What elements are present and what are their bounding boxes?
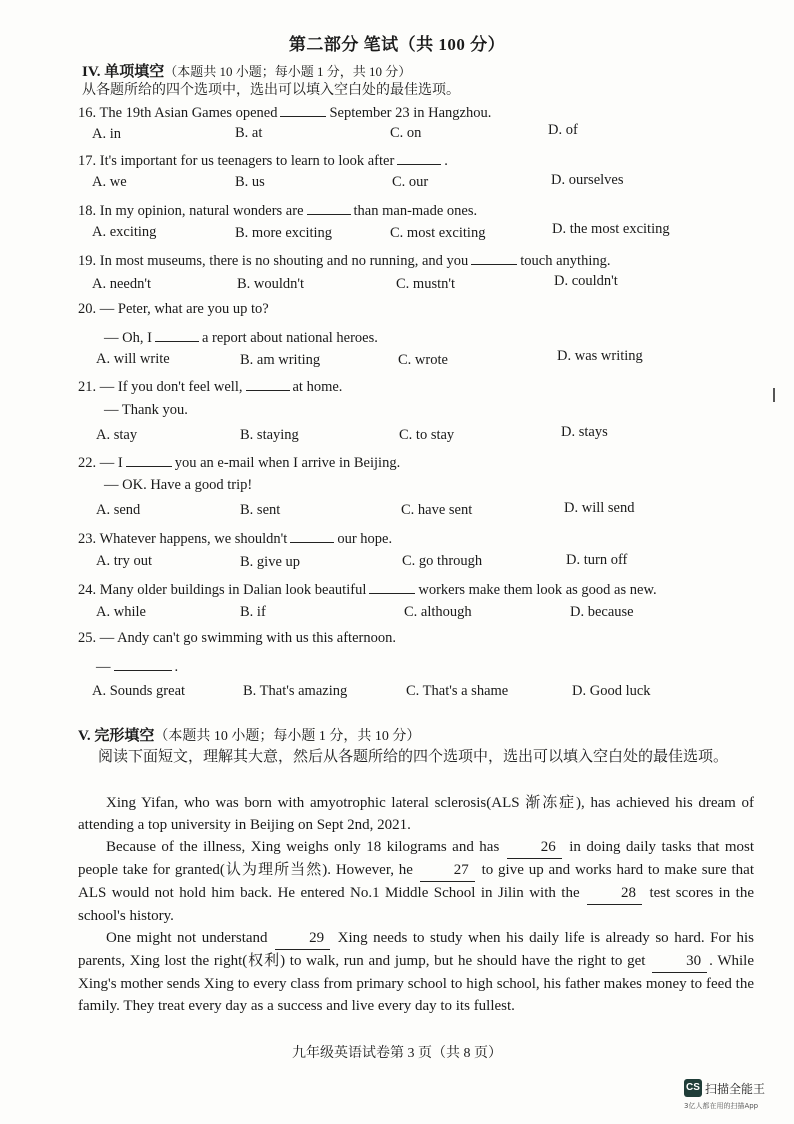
answer-blank [307, 200, 351, 215]
answer-blank [397, 150, 441, 165]
answer-blank [126, 452, 172, 467]
page-footer: 九年级英语试卷第 3 页（共 8 页） [292, 1046, 502, 1061]
option-d: D. will send [564, 500, 635, 516]
answer-blank [369, 579, 415, 594]
answer-blank [471, 250, 517, 265]
blank-30: 30 [652, 950, 707, 973]
option-b: B. give up [240, 554, 301, 570]
cloze-passage [78, 792, 754, 1017]
paragraph-1: Xing Yifan, who was born with amyotrophic lateral sclerosis(ALS 渐冻症), has achieved his dream of attending a top university in Beijing on Sept 2nd, 2021. [78, 795, 754, 833]
question-22: 22. — I you an e-mail when I arrive in Beijing. [78, 452, 400, 472]
option-a: A. Sounds great [92, 683, 186, 699]
option-d: D. couldn't [554, 273, 618, 289]
option-b: B. sent [240, 502, 281, 518]
option-b: B. wouldn't [237, 276, 305, 292]
option-a: A. exciting [92, 224, 157, 240]
scanner-tagline: 3亿人都在用的扫描App [684, 1102, 759, 1110]
option-a: A. we [92, 174, 127, 190]
option-d: D. Good luck [572, 683, 651, 699]
option-b: B. at [235, 125, 263, 141]
option-c: C. to stay [399, 427, 455, 443]
option-b: B. if [240, 604, 266, 620]
section-4-note: （本题共 10 小题；每小题 1 分，共 10 分） [164, 64, 412, 79]
option-d: D. because [570, 604, 634, 620]
question-17: 17. It's important for us teenagers to learn to look after . [78, 150, 448, 170]
section-4-title: IV. 单项填空 [82, 64, 165, 80]
option-c: C. our [392, 174, 429, 190]
answer-blank [280, 102, 326, 117]
option-d: D. ourselves [551, 172, 624, 188]
question-25-reply: — . [96, 656, 178, 676]
section-4-instruction: 从各题所给的四个选项中，选出可以填入空白处的最佳选项。 [82, 83, 460, 98]
question-20-reply: — Oh, I a report about national heroes. [104, 327, 378, 347]
scanner-watermark [684, 1079, 765, 1097]
option-c: C. wrote [398, 352, 448, 368]
section-5-instruction: 阅读下面短文，理解其大意，然后从各题所给的四个选项中，选出可以填入空白处的最佳选项。 [98, 749, 729, 765]
question-21-reply: — Thank you. [104, 402, 188, 418]
option-b: B. am writing [240, 352, 321, 368]
section-4-heading [82, 60, 411, 81]
option-c: C. most exciting [390, 225, 486, 241]
option-a: A. will write [96, 351, 170, 367]
option-b: B. staying [240, 427, 299, 443]
blank-27: 27 [420, 859, 475, 882]
question-16: 16. The 19th Asian Games opened September 23 in Hangzhou. [78, 102, 491, 122]
question-21: 21. — If you don't feel well, at home. [78, 376, 342, 396]
option-c: C. although [404, 604, 472, 620]
option-b: B. us [235, 174, 265, 190]
option-a: A. needn't [92, 276, 151, 292]
question-25: 25. — Andy can't go swimming with us this afternoon. [78, 630, 396, 646]
question-23: 23. Whatever happens, we shouldn't our hope. [78, 528, 392, 548]
question-20: 20. — Peter, what are you up to? [78, 301, 269, 317]
section-5-note: （本题共 10 小题；每小题 1 分，共 10 分） [154, 729, 421, 744]
option-c: C. That's a shame [406, 683, 509, 699]
option-a: A. stay [96, 427, 138, 443]
answer-blank [290, 528, 334, 543]
option-d: D. was writing [557, 348, 643, 364]
option-d: D. turn off [566, 552, 628, 568]
paragraph-3: One might not understand 29 Xing needs to study when his daily life is already so hard. For his parents, Xing lost the right(权利) to walk, run and jump, but he should have the right to get 30 . While Xing's mother sends Xing to every class from primary school to high school, his father makes money to feed the family. They treat every day as a success and live every day to its fullest. [78, 927, 754, 1017]
option-c: C. go through [402, 553, 483, 569]
question-18: 18. In my opinion, natural wonders are than man-made ones. [78, 200, 477, 220]
scanner-app-name: 扫描全能王 [705, 1081, 766, 1096]
option-b: B. more exciting [235, 225, 333, 241]
option-d: D. of [548, 122, 578, 138]
scan-edge-mark [773, 388, 775, 402]
option-b: B. That's amazing [243, 683, 348, 699]
option-a: A. try out [96, 553, 152, 569]
option-d: D. the most exciting [552, 221, 670, 237]
question-24: 24. Many older buildings in Dalian look beautiful workers make them look as good as new. [78, 579, 657, 599]
answer-blank [155, 327, 199, 342]
option-a: A. while [96, 604, 146, 620]
option-c: C. mustn't [396, 276, 456, 292]
question-19: 19. In most museums, there is no shouting and no running, and you touch anything. [78, 250, 610, 270]
section-5-heading [78, 724, 420, 745]
page-title: 第二部分 笔试（共 100 分） [288, 35, 506, 54]
section-5-title: V. 完形填空 [78, 728, 155, 744]
option-a: A. send [96, 502, 141, 518]
option-c: C. on [390, 125, 422, 141]
blank-28: 28 [587, 882, 642, 905]
question-22-reply: — OK. Have a good trip! [104, 477, 253, 493]
blank-29: 29 [275, 927, 330, 950]
option-a: A. in [92, 126, 121, 142]
camscanner-icon: CS [684, 1079, 702, 1097]
answer-blank [246, 376, 290, 391]
option-d: D. stays [561, 424, 608, 440]
blank-26: 26 [507, 836, 562, 859]
option-c: C. have sent [401, 502, 473, 518]
paragraph-2: Because of the illness, Xing weighs only 18 kilograms and has 26 in doing daily tasks that most people take for granted(认为理所当然). However, he 27 to give up and works hard to make sure that ALS would not hold him back. He entered No.1 Middle School in Jilin with the 28 test scores in the school's history. [78, 836, 754, 927]
answer-blank [114, 656, 172, 671]
